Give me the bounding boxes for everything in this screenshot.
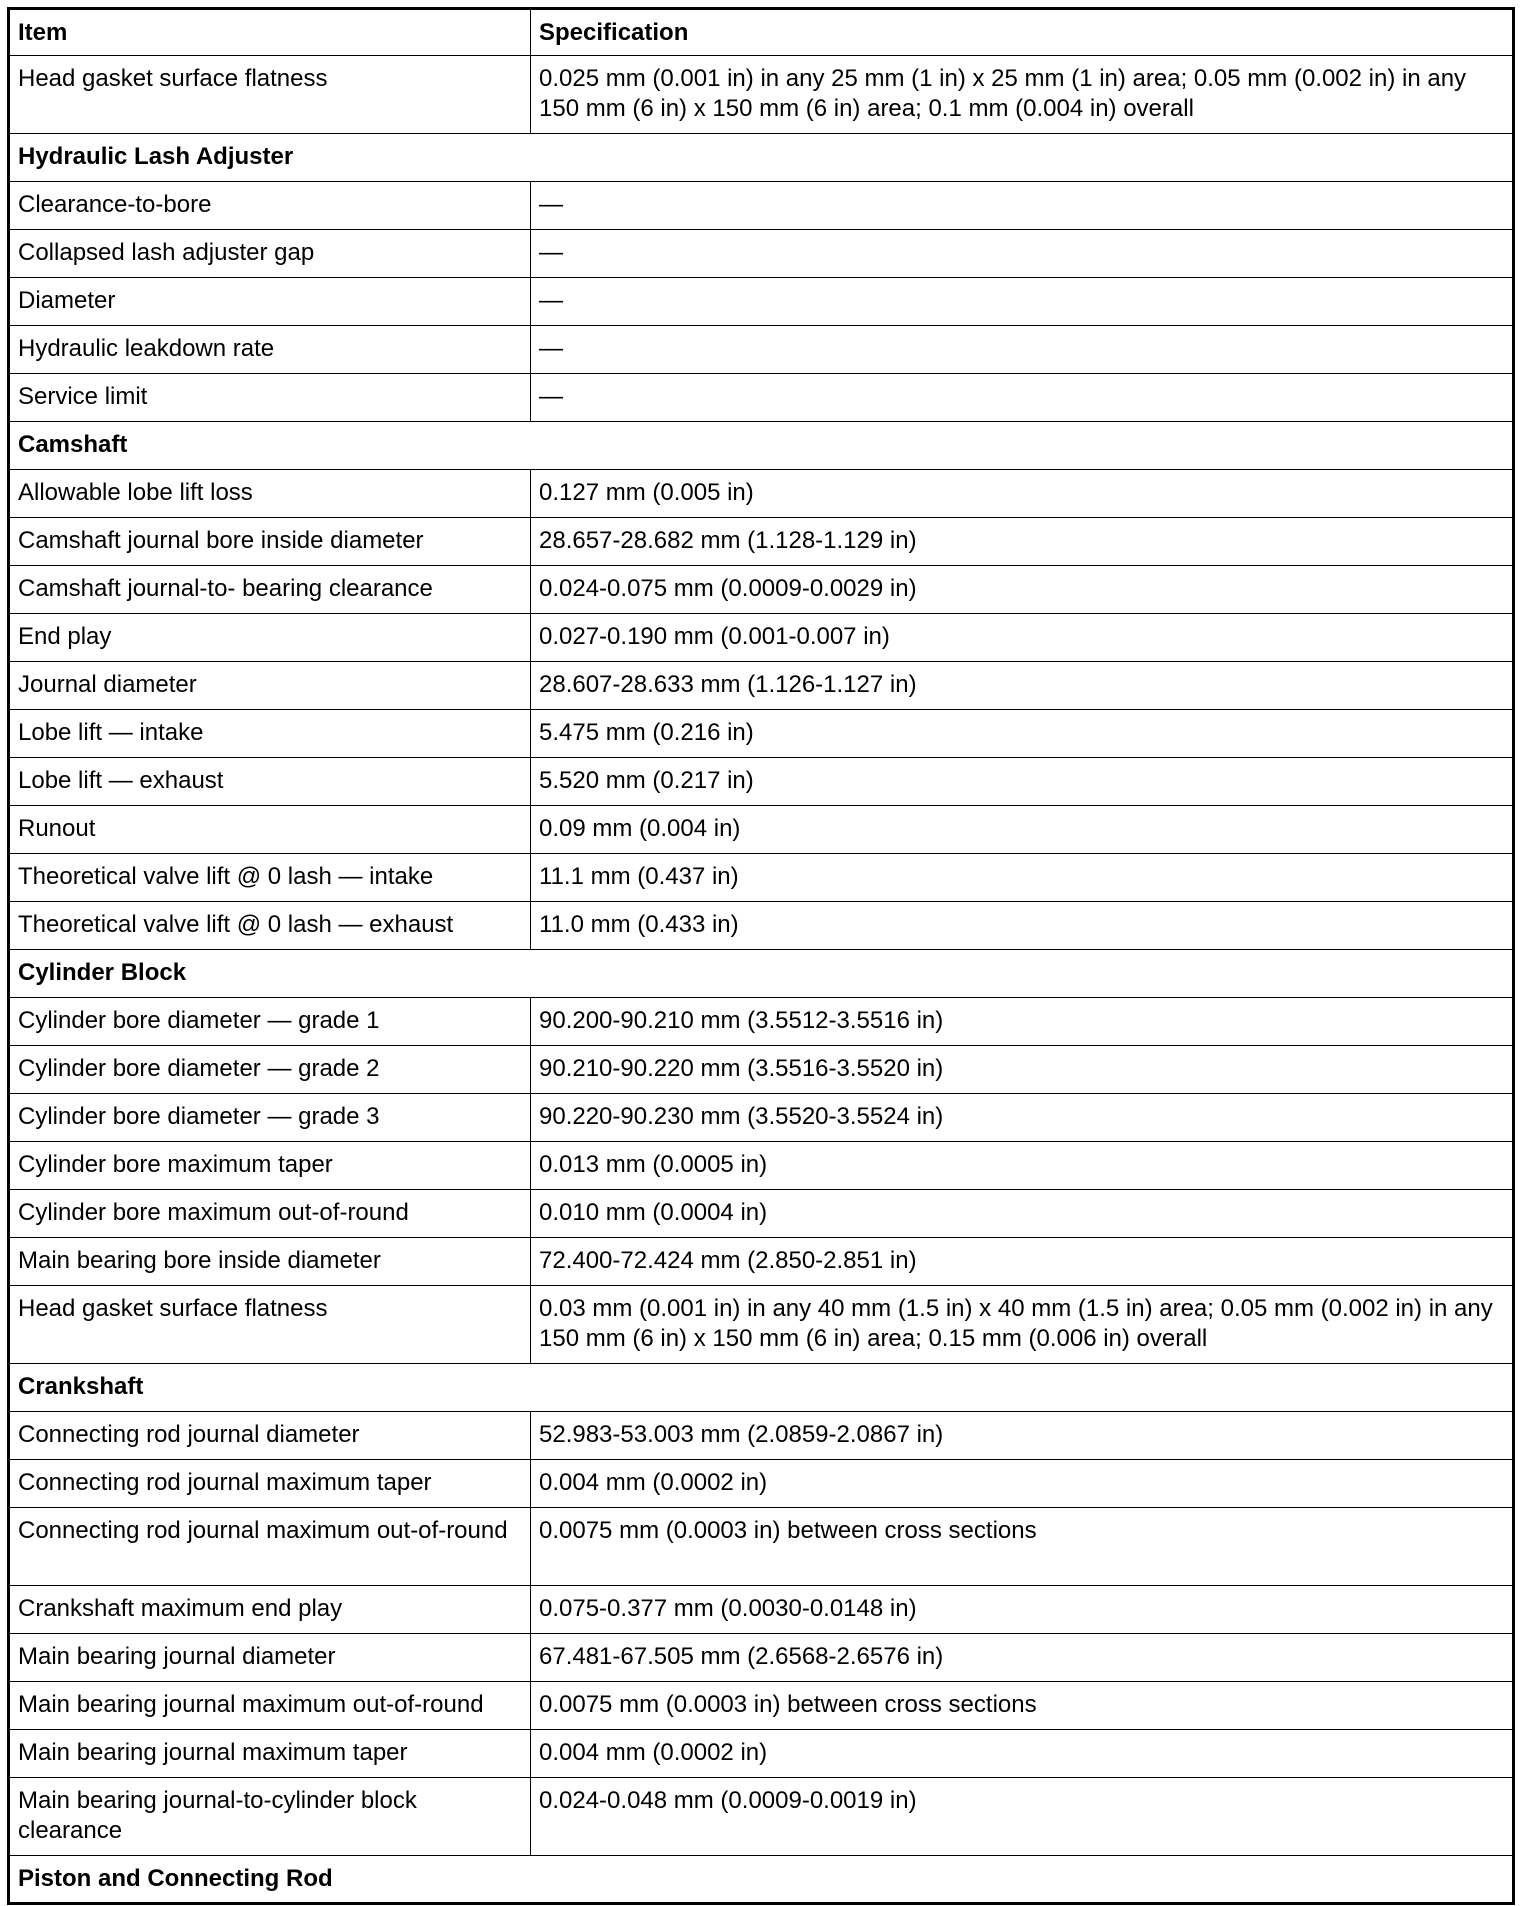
item-cell: Main bearing journal diameter bbox=[9, 1634, 531, 1682]
spec-cell: 67.481-67.505 mm (2.6568-2.6576 in) bbox=[531, 1634, 1514, 1682]
item-cell: Connecting rod journal maximum out-of-round bbox=[9, 1508, 531, 1586]
table-row bbox=[9, 1682, 1514, 1730]
table-row bbox=[9, 662, 1514, 710]
section-title: Camshaft bbox=[9, 422, 1514, 470]
table-row bbox=[9, 1778, 1514, 1856]
item-cell: Main bearing journal maximum taper bbox=[9, 1730, 531, 1778]
item-cell: Clearance-to-bore bbox=[9, 182, 531, 230]
table-row bbox=[9, 1460, 1514, 1508]
section-row bbox=[9, 1364, 1514, 1412]
table-row bbox=[9, 326, 1514, 374]
column-header-item: Item bbox=[9, 9, 531, 56]
spec-cell: 11.0 mm (0.433 in) bbox=[531, 902, 1514, 950]
table-body bbox=[9, 56, 1514, 1904]
spec-cell: 0.03 mm (0.001 in) in any 40 mm (1.5 in) x 40 mm (1.5 in) area; 0.05 mm (0.002 in) in any 150 mm (6 in) x 150 mm (6 in) area; 0.15 mm (0.006 in) overall bbox=[531, 1286, 1514, 1364]
item-cell: Cylinder bore diameter — grade 3 bbox=[9, 1094, 531, 1142]
table-row bbox=[9, 614, 1514, 662]
spec-cell: 0.004 mm (0.0002 in) bbox=[531, 1460, 1514, 1508]
item-cell: Lobe lift — intake bbox=[9, 710, 531, 758]
spec-cell: 0.004 mm (0.0002 in) bbox=[531, 1730, 1514, 1778]
spec-cell: — bbox=[531, 278, 1514, 326]
section-row bbox=[9, 950, 1514, 998]
item-cell: Cylinder bore diameter — grade 2 bbox=[9, 1046, 531, 1094]
table-row bbox=[9, 1190, 1514, 1238]
item-cell: Connecting rod journal diameter bbox=[9, 1412, 531, 1460]
item-cell: End play bbox=[9, 614, 531, 662]
spec-cell: 5.475 mm (0.216 in) bbox=[531, 710, 1514, 758]
item-cell: Camshaft journal-to- bearing clearance bbox=[9, 566, 531, 614]
section-title: Hydraulic Lash Adjuster bbox=[9, 134, 1514, 182]
table-row bbox=[9, 1046, 1514, 1094]
item-cell: Journal diameter bbox=[9, 662, 531, 710]
spec-cell: 28.607-28.633 mm (1.126-1.127 in) bbox=[531, 662, 1514, 710]
spec-cell: — bbox=[531, 182, 1514, 230]
table-row bbox=[9, 518, 1514, 566]
item-cell: Runout bbox=[9, 806, 531, 854]
spec-cell: 11.1 mm (0.437 in) bbox=[531, 854, 1514, 902]
item-cell: Collapsed lash adjuster gap bbox=[9, 230, 531, 278]
spec-cell: 72.400-72.424 mm (2.850-2.851 in) bbox=[531, 1238, 1514, 1286]
spec-cell: 0.024-0.075 mm (0.0009-0.0029 in) bbox=[531, 566, 1514, 614]
item-cell: Crankshaft maximum end play bbox=[9, 1586, 531, 1634]
table-row bbox=[9, 374, 1514, 422]
item-cell: Head gasket surface flatness bbox=[9, 1286, 531, 1364]
spec-cell: 0.09 mm (0.004 in) bbox=[531, 806, 1514, 854]
item-cell: Connecting rod journal maximum taper bbox=[9, 1460, 531, 1508]
spec-cell: 0.127 mm (0.005 in) bbox=[531, 470, 1514, 518]
item-cell: Hydraulic leakdown rate bbox=[9, 326, 531, 374]
specification-table bbox=[7, 7, 1515, 1905]
spec-cell: 28.657-28.682 mm (1.128-1.129 in) bbox=[531, 518, 1514, 566]
item-cell: Main bearing journal maximum out-of-round bbox=[9, 1682, 531, 1730]
table-row bbox=[9, 998, 1514, 1046]
spec-cell: 0.025 mm (0.001 in) in any 25 mm (1 in) x 25 mm (1 in) area; 0.05 mm (0.002 in) in any 150 mm (6 in) x 150 mm (6 in) area; 0.1 mm (0.004 in) overall bbox=[531, 56, 1514, 134]
item-cell: Allowable lobe lift loss bbox=[9, 470, 531, 518]
table-row bbox=[9, 56, 1514, 134]
spec-cell: — bbox=[531, 374, 1514, 422]
item-cell: Main bearing bore inside diameter bbox=[9, 1238, 531, 1286]
table-row bbox=[9, 902, 1514, 950]
column-header-specification: Specification bbox=[531, 9, 1514, 56]
item-cell: Cylinder bore diameter — grade 1 bbox=[9, 998, 531, 1046]
spec-cell: 90.200-90.210 mm (3.5512-3.5516 in) bbox=[531, 998, 1514, 1046]
table-row bbox=[9, 806, 1514, 854]
section-row bbox=[9, 1856, 1514, 1904]
item-cell: Head gasket surface flatness bbox=[9, 56, 531, 134]
spec-cell: 52.983-53.003 mm (2.0859-2.0867 in) bbox=[531, 1412, 1514, 1460]
spec-cell: — bbox=[531, 326, 1514, 374]
table-row bbox=[9, 1508, 1514, 1586]
item-cell: Lobe lift — exhaust bbox=[9, 758, 531, 806]
item-cell: Main bearing journal-to-cylinder block clearance bbox=[9, 1778, 531, 1856]
item-cell: Theoretical valve lift @ 0 lash — intake bbox=[9, 854, 531, 902]
spec-cell: 0.013 mm (0.0005 in) bbox=[531, 1142, 1514, 1190]
table-row bbox=[9, 758, 1514, 806]
spec-cell: — bbox=[531, 230, 1514, 278]
table-row bbox=[9, 470, 1514, 518]
table-row bbox=[9, 1286, 1514, 1364]
table-row bbox=[9, 1634, 1514, 1682]
spec-cell: 0.0075 mm (0.0003 in) between cross sections bbox=[531, 1508, 1514, 1586]
table-row bbox=[9, 854, 1514, 902]
spec-cell: 0.010 mm (0.0004 in) bbox=[531, 1190, 1514, 1238]
spec-cell: 0.024-0.048 mm (0.0009-0.0019 in) bbox=[531, 1778, 1514, 1856]
item-cell: Cylinder bore maximum taper bbox=[9, 1142, 531, 1190]
table-row bbox=[9, 1412, 1514, 1460]
table-row bbox=[9, 1730, 1514, 1778]
spec-cell: 0.0075 mm (0.0003 in) between cross sections bbox=[531, 1682, 1514, 1730]
item-cell: Service limit bbox=[9, 374, 531, 422]
table-row bbox=[9, 1238, 1514, 1286]
item-cell: Cylinder bore maximum out-of-round bbox=[9, 1190, 531, 1238]
spec-cell: 0.027-0.190 mm (0.001-0.007 in) bbox=[531, 614, 1514, 662]
spec-cell: 0.075-0.377 mm (0.0030-0.0148 in) bbox=[531, 1586, 1514, 1634]
table-row bbox=[9, 1142, 1514, 1190]
section-title: Crankshaft bbox=[9, 1364, 1514, 1412]
table-row bbox=[9, 710, 1514, 758]
table-row bbox=[9, 230, 1514, 278]
item-cell: Camshaft journal bore inside diameter bbox=[9, 518, 531, 566]
table-row bbox=[9, 182, 1514, 230]
table-row bbox=[9, 278, 1514, 326]
item-cell: Theoretical valve lift @ 0 lash — exhaust bbox=[9, 902, 531, 950]
table-header-row bbox=[9, 9, 1514, 56]
table-row bbox=[9, 1586, 1514, 1634]
section-title: Piston and Connecting Rod bbox=[9, 1856, 1514, 1904]
spec-cell: 5.520 mm (0.217 in) bbox=[531, 758, 1514, 806]
item-cell: Diameter bbox=[9, 278, 531, 326]
table-row bbox=[9, 1094, 1514, 1142]
table-row bbox=[9, 566, 1514, 614]
spec-cell: 90.210-90.220 mm (3.5516-3.5520 in) bbox=[531, 1046, 1514, 1094]
section-row bbox=[9, 422, 1514, 470]
section-row bbox=[9, 134, 1514, 182]
spec-cell: 90.220-90.230 mm (3.5520-3.5524 in) bbox=[531, 1094, 1514, 1142]
section-title: Cylinder Block bbox=[9, 950, 1514, 998]
